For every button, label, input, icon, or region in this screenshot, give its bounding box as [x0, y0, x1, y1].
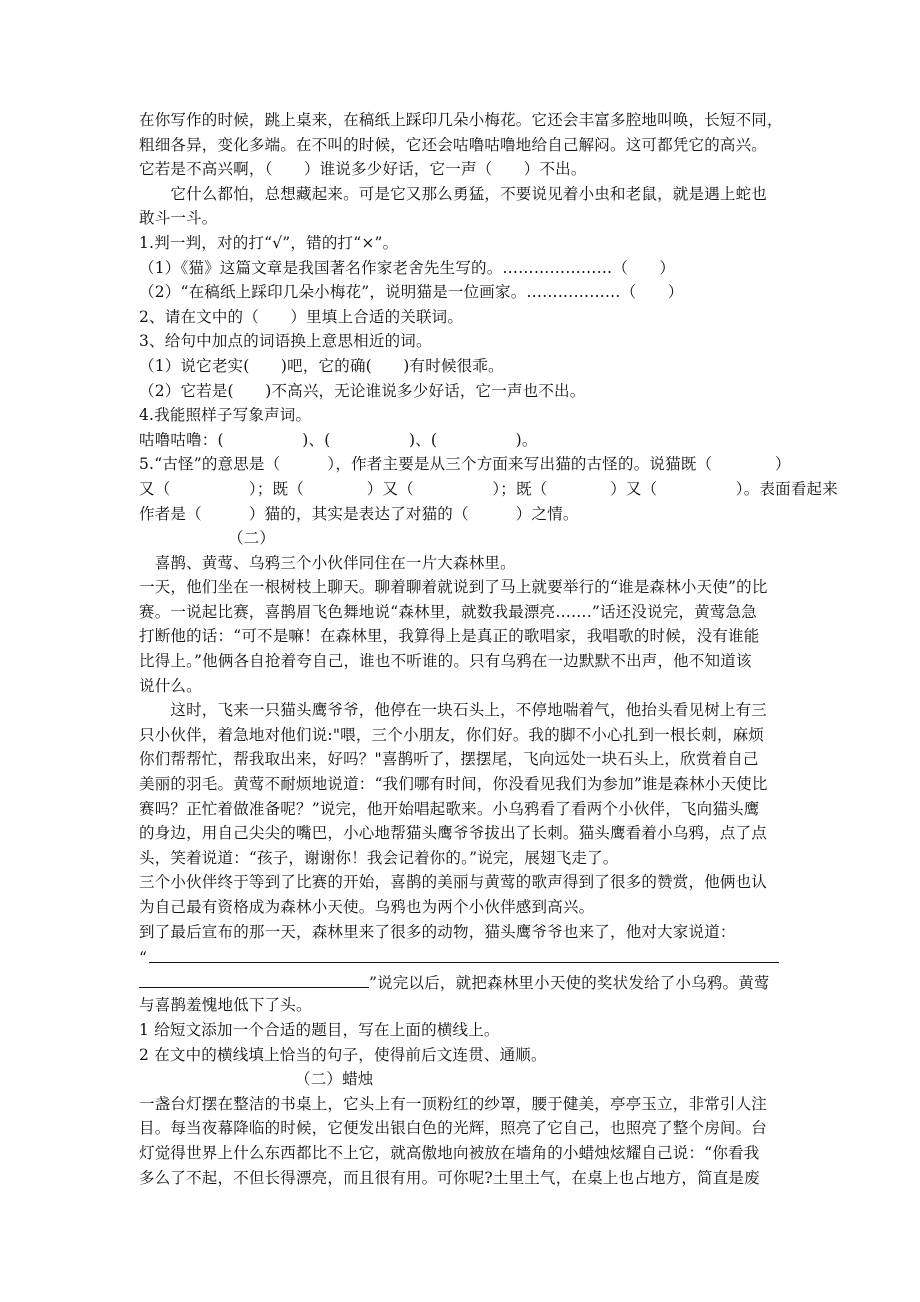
section-heading: （二）蜡烛 [295, 1070, 374, 1089]
questions-forest [139, 1018, 782, 1067]
fill-blank-line [139, 944, 782, 969]
passage-line: 到了最后宣布的那一天，森林里来了很多的动物，猫头鹰爷爷也来了，他对大家说道： [139, 922, 736, 941]
section-heading: （二） [228, 529, 276, 548]
question-1-1: （1）《猫》这篇文章是我国著名作家老舍先生写的。…………………（ ） [139, 258, 676, 277]
question-4-example: 咕噜咕噜：( )、( )、( )。 [139, 430, 538, 449]
passage-line: 它若是不高兴啊，（ ）谁说多少好话，它一声（ ）不出。 [139, 160, 587, 179]
passage-line: 说什么。 [139, 676, 202, 695]
passage-line: 三个小伙伴终于等到了比赛的开始，喜鹊的美丽与黄莺的歌声得到了很多的赞赏，他俩也认 [139, 873, 768, 892]
passage-line: 赛吗？正忙着做准备呢？”说完，他开始唱起歌来。小乌鸦看了看两个小伙伴，飞向猫头鹰 [139, 799, 760, 818]
question-5-cont: 又（ ）；既（ ）又（ ）；既（ ）又（ ）。表面看起来 [139, 479, 838, 498]
passage-line: 只小伙伴，着急地对他们说:"喂，三个小朋友，你们好。我的脚不小心扎到一根长刺，麻烦 [139, 725, 765, 744]
passage-line: 的身边，用自己尖尖的嘴巴，小心地帮猫头鹰爷爷拔出了长刺。猫头鹰看着小乌鸦，点了点 [139, 824, 768, 843]
passage-line: 敢斗一斗。 [139, 209, 218, 228]
passage-line: 它什么都怕，总想藏起来。可是它又那么勇猛，不要说见着小虫和老鼠，就是遇上蛇也 [139, 184, 768, 203]
passage-line: 多么了不起，不但长得漂亮，而且很有用。可你呢?土里土气，在桌上也占地方，简直是废 [139, 1168, 760, 1187]
question-fill: 2 在文中的横线填上恰当的句子，使得前后文连贯、通顺。 [139, 1045, 547, 1064]
question-3: 3、给句中加点的词语换上意思相近的词。 [139, 332, 432, 351]
question-1-2: （2）“在稿纸上踩印几朵小梅花”，说明猫是一位画家。………………（ ） [139, 283, 684, 302]
passage-line: 头，笑着说道：“孩子，谢谢你！我会记着你的。”说完，展翅飞走了。 [139, 848, 619, 867]
passage-line: 目。每当夜幕降临的时候，它便发出银白色的光辉，照亮了它自己，也照亮了整个房间。台 [139, 1119, 768, 1138]
passage-line: 你们帮帮忙，帮我取出来，好吗？"喜鹊听了，摆摆尾，飞向远处一块石头上，欣赏着自己 [139, 750, 759, 769]
passage-cat [139, 108, 782, 231]
question-1: 1.判一判，对的打“√”，错的打“×”。 [139, 233, 399, 252]
question-4: 4.我能照样子写象声词。 [139, 406, 312, 425]
passage-line: 粗细各异，变化多端。在不叫的时候，它还会咕噜咕噜地给自己解闷。这可都凭它的高兴。 [139, 135, 768, 154]
question-title: 1 给短文添加一个合适的题目，写在上面的横线上。 [139, 1020, 500, 1039]
answer-blank[interactable] [139, 969, 369, 988]
after-blank-text: ”说完以后，就把森林里小天使的奖状发给了小乌鸦。黄莺 [369, 973, 770, 992]
open-quote: “ [139, 949, 148, 968]
passage-line: 一天，他们坐在一根树枝上聊天。聊着聊着就说到了马上就要举行的“谁是森林小天使”的比 [139, 578, 768, 597]
question-3-2: （2）它若是( )不高兴，无论谁说多少好话，它一声也不出。 [139, 381, 586, 400]
passage-line: 打断他的话：“可不是嘛！在森林里，我算得上是真正的歌唱家，我唱歌的时候，没有谁能 [139, 627, 760, 646]
fill-blank-line [139, 969, 782, 994]
passage-forest [139, 551, 782, 1018]
passage-line: 灯觉得世界上什么东西都比不上它，就高傲地向被放在墙角的小蜡烛炫耀自己说：“你看我 [139, 1143, 760, 1162]
question-2: 2、请在文中的（ ）里填上合适的关联词。 [139, 307, 464, 326]
question-5: 5.“古怪”的意思是（ ），作者主要是从三个方面来写出猫的古怪的。说猫既（ ） [139, 455, 791, 474]
passage-candle [139, 1092, 782, 1190]
passage-line: 为自己最有资格成为森林小天使。乌鸦也为两个小伙伴感到高兴。 [139, 898, 595, 916]
question-5-cont: 作者是（ ）猫的，其实是表达了对猫的（ ）之情。 [139, 504, 579, 523]
passage-line: 在你写作的时候，跳上桌来，在稿纸上踩印几朵小梅花。它还会丰富多腔地叫唤，长短不同， [139, 111, 783, 129]
passage-line: 美丽的羽毛。黄莺不耐烦地说道：“我们哪有时间，你没看见我们为参加”谁是森林小天使比 [139, 775, 768, 794]
passage-line: 一盏台灯摆在整洁的书桌上，它头上有一顶粉红的纱罩，腰于健美，亭亭玉立，非常引人注 [139, 1094, 768, 1113]
document-page [139, 108, 838, 1190]
questions-cat [139, 231, 838, 526]
answer-blank[interactable] [149, 944, 779, 963]
question-3-1: （1）说它老实( )吧，它的确( )有时候很乖。 [139, 356, 504, 375]
passage-line: 比得上。”他俩各自抢着夸自己，谁也不听谁的。只有乌鸦在一边默默不出声，他不知道该 [139, 652, 752, 671]
passage-line: 与喜鹊羞愧地低下了头。 [139, 996, 312, 1015]
passage-line: 这时，飞来一只猫头鹰爷爷，他停在一块石头上，不停地喘着气，他抬头看见树上有三 [139, 701, 768, 720]
passage-line: 喜鹊、黄莺、乌鸦三个小伙伴同住在一片大森林里。 [139, 553, 516, 572]
passage-line: 赛。一说起比赛，喜鹊眉飞色舞地说“森林里，就数我最漂亮…….”话还没说完，黄莺急急 [139, 602, 757, 621]
